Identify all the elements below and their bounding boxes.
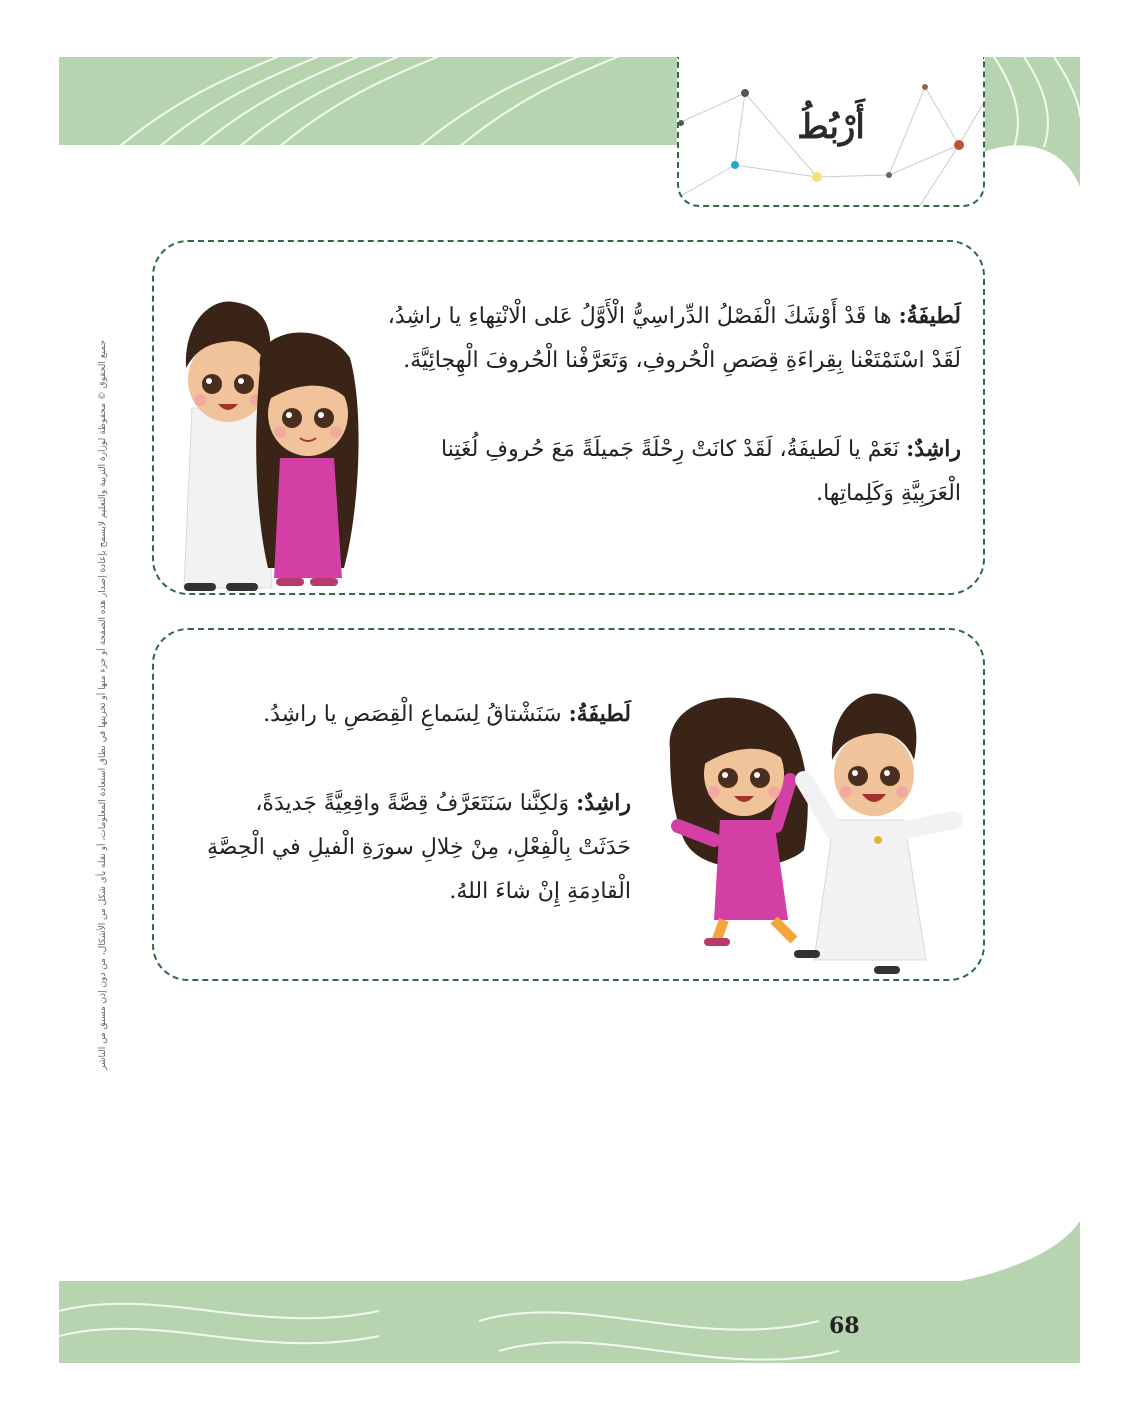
dialogue-card-1 [152, 240, 985, 595]
card1-line4: الْعَرَبِيَّةِ وَكَلِماتِها. [816, 481, 961, 506]
dialogue-card-2 [152, 628, 985, 981]
card1-line3-text: نَعَمْ يا لَطيفَةُ، لَقَدْ كانَتْ رِحْلَةً جَميلَةً مَعَ حُروفِ لُغَتِنا [441, 437, 907, 462]
kids-waving-illustration [664, 670, 964, 980]
girl-waving-figure [670, 698, 808, 946]
boy-waving-figure [794, 694, 954, 974]
kids-standing-illustration [164, 288, 364, 598]
card1-line1 [361, 294, 961, 339]
footer-wave-decoration [59, 1281, 1080, 1363]
card1-line2: لَقَدْ اسْتَمْتَعْنا بِقِراءَةِ قِصَصِ الْحُروفِ، وَتَعَرَّفْنا الْحُروفَ الْهِجائِيَّةَ. [403, 348, 961, 373]
corner-wave-decoration [984, 57, 1080, 207]
header-corner [984, 57, 1080, 207]
speaker-rashid: راشِدٌ: [576, 790, 631, 816]
card2-line1-text: سَنَشْتاقُ لِسَماعِ الْقِصَصِ يا راشِدُ. [263, 702, 569, 727]
title-tab [677, 57, 985, 207]
footer-band [59, 1281, 1080, 1363]
card1-line1-text: ها قَدْ أَوْشَكَ الْفَصْلُ الدِّراسِيُّ الْأَوَّلُ عَلى الْانْتِهاءِ يا راشِدُ، [387, 304, 899, 329]
card2-line3: حَدَثَتْ بِالْفِعْلِ، مِنْ خِلالِ سورَةِ الْفيلِ في الْحِصَّةِ [206, 835, 631, 860]
card1-line3 [361, 427, 961, 472]
card2-line2-text: وَلكِنَّنا سَنَتَعَرَّفُ قِصَّةً واقِعِيَّةً جَديدَةً، [255, 791, 577, 816]
card1-text [361, 294, 961, 516]
card2-line4: الْقادِمَةِ إِنْ شاءَ اللهُ. [449, 879, 631, 904]
page-title: أَرْبُطُ [797, 107, 865, 147]
card2-text [171, 692, 631, 914]
card2-line1 [171, 692, 631, 737]
page-number: 68 [829, 1313, 860, 1339]
speaker-latifa: لَطيفَةُ: [898, 303, 961, 329]
page [59, 57, 1080, 1363]
copyright-note: جميع الحقوق © محفوظة لوزارة التربية والتعليم لايسمح بإعادة إصدار هذه الصفحة أو جزء منها أو تخزينها في نطاق استعادة المعلومات، أو نقله بأي شكل من الأشكال، من دون إذن مسبق من الناشر [98, 339, 108, 1070]
footer-corner-decoration [960, 1221, 1080, 1281]
girl-figure [256, 333, 358, 586]
card2-line2 [171, 781, 631, 826]
speaker-rashid: راشِدٌ: [906, 436, 961, 462]
speaker-latifa: لَطيفَةُ: [568, 701, 631, 727]
